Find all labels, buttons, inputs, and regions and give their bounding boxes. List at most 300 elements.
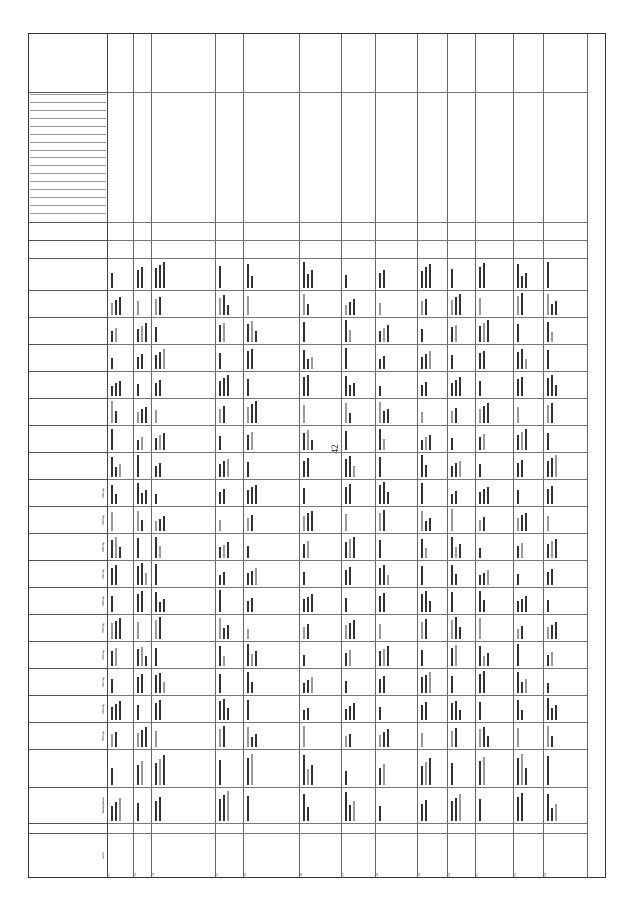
cell-text-mark bbox=[159, 436, 161, 451]
cell-text-mark bbox=[223, 489, 225, 504]
cell-text-mark bbox=[141, 326, 143, 342]
cell-text-mark bbox=[307, 360, 309, 370]
cell-text-mark bbox=[141, 564, 143, 586]
table-cell bbox=[376, 823, 417, 833]
table-cell bbox=[476, 317, 513, 344]
cell-text-mark bbox=[111, 331, 113, 343]
cell-text-mark bbox=[479, 381, 481, 396]
table-cell bbox=[514, 668, 543, 695]
table-cell bbox=[108, 452, 133, 479]
cell-text-mark bbox=[551, 375, 553, 397]
table-cell bbox=[152, 92, 215, 222]
cell-text-mark bbox=[551, 625, 553, 640]
table-cell bbox=[476, 533, 513, 560]
table-cell bbox=[544, 560, 587, 587]
cell-text-mark bbox=[155, 763, 157, 786]
table-cell bbox=[448, 479, 475, 506]
cell-text-mark bbox=[155, 494, 157, 505]
row-number-cell: 2.2 bbox=[514, 833, 543, 877]
cell-text-mark bbox=[247, 379, 249, 396]
cell-text-mark bbox=[479, 591, 481, 613]
cell-text-mark bbox=[517, 602, 519, 613]
table-row bbox=[544, 34, 588, 877]
cell-text-mark bbox=[345, 348, 347, 370]
cell-text-mark bbox=[119, 298, 121, 316]
cell-text-mark bbox=[159, 297, 161, 316]
cell-text-mark bbox=[115, 467, 117, 478]
cell-text-mark bbox=[227, 305, 229, 316]
table-cell bbox=[514, 823, 543, 833]
cell-text-mark bbox=[303, 262, 305, 288]
cell-text-mark bbox=[451, 355, 453, 369]
cell-text-mark bbox=[303, 726, 305, 748]
table-cell bbox=[418, 222, 447, 240]
cell-text-mark bbox=[483, 656, 485, 667]
cell-text-mark bbox=[451, 466, 453, 477]
cell-text-mark bbox=[479, 326, 481, 343]
table-cell bbox=[342, 258, 375, 290]
cell-text-mark bbox=[251, 571, 253, 586]
cell-text-mark bbox=[219, 646, 221, 667]
cell-text-mark bbox=[219, 674, 221, 694]
cell-text-mark bbox=[137, 483, 139, 505]
table-cell bbox=[300, 92, 341, 222]
cell-text-mark bbox=[159, 463, 161, 477]
cell-text-mark bbox=[517, 380, 519, 397]
table-row bbox=[300, 34, 342, 877]
table-cell bbox=[544, 452, 587, 479]
table-cell bbox=[342, 749, 375, 787]
cell-text-mark bbox=[455, 701, 457, 721]
table-cell bbox=[544, 749, 587, 787]
cell-text-mark bbox=[555, 804, 557, 822]
cell-text-mark bbox=[111, 359, 113, 370]
cell-text-mark bbox=[483, 434, 485, 451]
table-cell bbox=[244, 371, 299, 398]
cell-text-mark bbox=[247, 518, 249, 532]
table-cell bbox=[152, 668, 215, 695]
cell-text-mark bbox=[379, 303, 381, 315]
cell-text-mark bbox=[345, 681, 347, 694]
header-cell-year: 2023 год bbox=[29, 506, 107, 533]
cell-text-mark bbox=[159, 701, 161, 721]
table-cell bbox=[476, 290, 513, 317]
table-cell bbox=[544, 641, 587, 668]
table-cell bbox=[418, 695, 447, 722]
table-cell bbox=[418, 290, 447, 317]
table-cell bbox=[134, 722, 151, 749]
table-cell bbox=[544, 317, 587, 344]
cell-text-mark bbox=[303, 572, 305, 586]
cell-text-mark bbox=[455, 491, 457, 504]
header-cell bbox=[29, 258, 107, 290]
cell-text-mark bbox=[383, 439, 385, 450]
cell-text-mark bbox=[155, 355, 157, 370]
table-cell bbox=[418, 533, 447, 560]
cell-text-mark bbox=[451, 801, 453, 821]
table-cell bbox=[376, 787, 417, 823]
row-number-cell: 1.4 bbox=[216, 833, 243, 877]
table-cell bbox=[342, 452, 375, 479]
table-cell bbox=[448, 92, 475, 222]
cell-text-mark bbox=[421, 622, 423, 640]
cell-text-mark bbox=[119, 381, 121, 397]
table-cell bbox=[108, 371, 133, 398]
cell-text-mark bbox=[251, 488, 253, 505]
cell-text-mark bbox=[247, 264, 249, 288]
table-cell bbox=[544, 506, 587, 533]
cell-text-mark bbox=[255, 568, 257, 586]
table-cell bbox=[300, 258, 341, 290]
cell-text-mark bbox=[137, 677, 139, 693]
cell-text-mark bbox=[421, 567, 423, 586]
table-cell bbox=[244, 668, 299, 695]
cell-text-mark bbox=[425, 549, 427, 559]
cell-text-mark bbox=[251, 515, 253, 531]
cell-text-mark bbox=[223, 573, 225, 586]
table-cell bbox=[376, 371, 417, 398]
table-cell bbox=[134, 92, 151, 222]
table-cell bbox=[244, 452, 299, 479]
cell-text-mark bbox=[425, 619, 427, 639]
table-cell bbox=[418, 92, 447, 222]
table-cell bbox=[376, 425, 417, 452]
cell-text-mark bbox=[379, 768, 381, 785]
cell-text-mark bbox=[421, 440, 423, 450]
table-cell bbox=[300, 787, 341, 823]
table-cell bbox=[216, 398, 243, 425]
row-number-cell: 1.2 bbox=[134, 833, 151, 877]
cell-text-mark bbox=[159, 519, 161, 532]
table-cell bbox=[152, 222, 215, 240]
cell-text-mark bbox=[251, 276, 253, 289]
table-cell bbox=[418, 240, 447, 258]
cell-text-mark bbox=[379, 541, 381, 559]
cell-text-mark bbox=[303, 405, 305, 423]
cell-text-mark bbox=[353, 801, 355, 821]
cell-text-mark bbox=[383, 412, 385, 424]
cell-text-mark bbox=[455, 729, 457, 748]
table-cell bbox=[134, 317, 151, 344]
table-cell bbox=[152, 344, 215, 371]
cell-text-mark bbox=[141, 647, 143, 667]
cell-text-mark bbox=[551, 653, 553, 667]
cell-text-mark bbox=[517, 265, 519, 289]
header-cell bbox=[29, 398, 107, 425]
cell-text-mark bbox=[307, 430, 309, 450]
table-cell bbox=[476, 749, 513, 787]
table-cell bbox=[544, 222, 587, 240]
cell-text-mark bbox=[425, 354, 427, 369]
cell-text-mark bbox=[483, 757, 485, 786]
cell-text-mark bbox=[247, 324, 249, 343]
cell-text-mark bbox=[387, 409, 389, 424]
cell-text-mark bbox=[163, 755, 165, 786]
table-cell bbox=[514, 614, 543, 641]
cell-text-mark bbox=[159, 673, 161, 694]
table-cell bbox=[134, 344, 151, 371]
table-cell bbox=[134, 398, 151, 425]
table-cell bbox=[544, 823, 587, 833]
table-cell bbox=[448, 823, 475, 833]
cell-text-mark bbox=[429, 672, 431, 694]
cell-text-mark bbox=[517, 629, 519, 639]
cell-text-mark bbox=[483, 601, 485, 613]
cell-text-mark bbox=[219, 298, 221, 316]
table-cell bbox=[514, 749, 543, 787]
cell-text-mark bbox=[247, 758, 249, 786]
row-number-cell: 1.3 bbox=[152, 833, 215, 877]
table-cell bbox=[544, 240, 587, 258]
cell-text-mark bbox=[255, 735, 257, 748]
table-cell bbox=[108, 749, 133, 787]
table-cell bbox=[418, 614, 447, 641]
cell-text-mark bbox=[425, 382, 427, 397]
table-cell bbox=[152, 641, 215, 668]
header-cell bbox=[29, 823, 107, 833]
table-cell bbox=[376, 240, 417, 258]
cell-text-mark bbox=[517, 435, 519, 451]
cell-text-mark bbox=[223, 295, 225, 316]
table-cell bbox=[342, 371, 375, 398]
table-cell bbox=[376, 398, 417, 425]
cell-text-mark bbox=[345, 404, 347, 424]
cell-text-mark bbox=[307, 807, 309, 821]
cell-text-mark bbox=[219, 464, 221, 477]
table-cell bbox=[476, 614, 513, 641]
cell-text-mark bbox=[353, 383, 355, 397]
cell-text-mark bbox=[379, 652, 381, 667]
cell-text-mark bbox=[159, 797, 161, 821]
table-cell bbox=[476, 668, 513, 695]
cell-text-mark bbox=[137, 803, 139, 821]
cell-text-mark bbox=[383, 649, 385, 667]
cell-text-mark bbox=[479, 799, 481, 821]
cell-text-mark bbox=[115, 495, 117, 505]
table-cell bbox=[134, 371, 151, 398]
cell-text-mark bbox=[303, 755, 305, 785]
cell-text-mark bbox=[521, 754, 523, 785]
cell-text-mark bbox=[349, 706, 351, 721]
header-cell-year: 2016 год bbox=[29, 695, 107, 722]
table-cell bbox=[514, 317, 543, 344]
cell-text-mark bbox=[521, 377, 523, 397]
cell-text-mark bbox=[137, 733, 139, 748]
header-cell bbox=[29, 222, 107, 240]
cell-text-mark bbox=[345, 653, 347, 666]
cell-text-mark bbox=[227, 459, 229, 478]
table-cell bbox=[418, 641, 447, 668]
table-cell bbox=[376, 614, 417, 641]
table-cell bbox=[216, 92, 243, 222]
table-cell bbox=[418, 258, 447, 290]
cell-text-mark bbox=[247, 352, 249, 370]
table-cell bbox=[376, 479, 417, 506]
cell-text-mark bbox=[451, 300, 453, 316]
header-cell-indicators bbox=[29, 92, 107, 222]
cell-text-mark bbox=[455, 380, 457, 396]
table-cell bbox=[376, 560, 417, 587]
table-cell bbox=[476, 587, 513, 614]
cell-text-mark bbox=[353, 703, 355, 720]
table-cell bbox=[448, 533, 475, 560]
table-cell bbox=[342, 425, 375, 452]
table-cell bbox=[544, 695, 587, 722]
cell-text-mark bbox=[451, 763, 453, 785]
cell-text-mark bbox=[345, 487, 347, 505]
table-cell bbox=[244, 722, 299, 749]
table-cell bbox=[376, 695, 417, 722]
cell-text-mark bbox=[479, 465, 481, 478]
cell-text-mark bbox=[451, 411, 453, 424]
table-cell bbox=[152, 587, 215, 614]
table-cell bbox=[476, 222, 513, 240]
cell-text-mark bbox=[429, 264, 431, 288]
cell-text-mark bbox=[425, 521, 427, 532]
cell-text-mark bbox=[547, 489, 549, 505]
cell-text-mark bbox=[451, 731, 453, 747]
cell-text-mark bbox=[163, 433, 165, 451]
table-cell bbox=[300, 641, 341, 668]
cell-text-mark bbox=[517, 546, 519, 559]
cell-text-mark bbox=[159, 265, 161, 288]
row-number-cell: 1.6 bbox=[300, 833, 341, 877]
cell-text-mark bbox=[349, 805, 351, 822]
cell-text-mark bbox=[159, 352, 161, 369]
table-cell bbox=[108, 398, 133, 425]
cell-text-mark bbox=[111, 679, 113, 694]
table-cell bbox=[418, 479, 447, 506]
table-cell bbox=[134, 695, 151, 722]
table-cell bbox=[300, 425, 341, 452]
cell-text-mark bbox=[307, 708, 309, 721]
cell-text-mark bbox=[425, 800, 427, 821]
table-cell bbox=[476, 92, 513, 222]
table-cell bbox=[300, 290, 341, 317]
cell-text-mark bbox=[429, 601, 431, 612]
table-cell bbox=[544, 425, 587, 452]
header-cell bbox=[29, 290, 107, 317]
cell-text-mark bbox=[487, 737, 489, 748]
table-cell bbox=[216, 290, 243, 317]
cell-text-mark bbox=[219, 353, 221, 369]
cell-text-mark bbox=[547, 406, 549, 424]
cell-text-mark bbox=[163, 599, 165, 612]
header-cell bbox=[29, 240, 107, 258]
cell-text-mark bbox=[137, 705, 139, 721]
table-cell bbox=[134, 823, 151, 833]
cell-text-mark bbox=[155, 676, 157, 694]
cell-text-mark bbox=[141, 437, 143, 450]
table-cell bbox=[108, 290, 133, 317]
cell-text-mark bbox=[451, 494, 453, 505]
cell-text-mark bbox=[251, 599, 253, 613]
cell-text-mark bbox=[455, 645, 457, 666]
cell-text-mark bbox=[311, 765, 313, 785]
cell-text-mark bbox=[137, 511, 139, 532]
table-cell bbox=[244, 695, 299, 722]
cell-text-mark bbox=[111, 429, 113, 450]
cell-text-mark bbox=[345, 626, 347, 640]
cell-text-mark bbox=[379, 273, 381, 289]
table-cell bbox=[216, 425, 243, 452]
cell-text-mark bbox=[145, 324, 147, 343]
cell-text-mark bbox=[521, 516, 523, 532]
table-cell bbox=[448, 290, 475, 317]
cell-text-mark bbox=[345, 431, 347, 450]
header-cell-name: Наименование bbox=[29, 787, 107, 823]
table-cell bbox=[300, 398, 341, 425]
table-cell bbox=[152, 533, 215, 560]
cell-text-mark bbox=[517, 491, 519, 505]
table-cell bbox=[342, 587, 375, 614]
cell-text-mark bbox=[349, 330, 351, 343]
cell-text-mark bbox=[219, 381, 221, 397]
table-cell bbox=[376, 290, 417, 317]
header-cell-number: № п/п bbox=[29, 833, 107, 877]
header-cell-year: 2018 год bbox=[29, 641, 107, 668]
cell-text-mark bbox=[379, 568, 381, 585]
cell-text-mark bbox=[525, 596, 527, 613]
cell-text-mark bbox=[247, 672, 249, 694]
cell-text-mark bbox=[517, 407, 519, 423]
table-row bbox=[108, 34, 134, 877]
table-cell bbox=[376, 533, 417, 560]
cell-text-mark bbox=[383, 270, 385, 289]
table-cell bbox=[514, 533, 543, 560]
cell-text-mark bbox=[227, 376, 229, 397]
header-cell bbox=[29, 425, 107, 452]
cell-text-mark bbox=[345, 320, 347, 342]
table-cell bbox=[152, 722, 215, 749]
cell-text-mark bbox=[479, 702, 481, 721]
table-cell bbox=[300, 587, 341, 614]
cell-text-mark bbox=[383, 593, 385, 612]
cell-text-mark bbox=[219, 760, 221, 785]
cell-text-mark bbox=[459, 794, 461, 822]
cell-text-mark bbox=[307, 769, 309, 785]
cell-text-mark bbox=[145, 490, 147, 505]
cell-text-mark bbox=[155, 300, 157, 316]
header-cell-year: 2021 год bbox=[29, 560, 107, 587]
cell-text-mark bbox=[223, 545, 225, 559]
cell-text-mark bbox=[479, 576, 481, 586]
table-cell bbox=[448, 425, 475, 452]
cell-text-mark bbox=[345, 792, 347, 822]
cell-text-mark bbox=[521, 599, 523, 613]
cell-text-mark bbox=[547, 350, 549, 370]
cell-text-mark bbox=[137, 412, 139, 423]
cell-text-mark bbox=[223, 378, 225, 396]
cell-text-mark bbox=[155, 620, 157, 640]
cell-text-mark bbox=[387, 729, 389, 747]
table-cell bbox=[108, 614, 133, 641]
cell-text-mark bbox=[163, 350, 165, 370]
cell-text-mark bbox=[421, 594, 423, 612]
cell-text-mark bbox=[223, 795, 225, 822]
cell-text-mark bbox=[141, 591, 143, 612]
cell-text-mark bbox=[119, 547, 121, 558]
table-cell bbox=[418, 668, 447, 695]
cell-text-mark bbox=[311, 357, 313, 370]
table-cell bbox=[514, 258, 543, 290]
cell-text-mark bbox=[303, 516, 305, 531]
table-cell bbox=[152, 317, 215, 344]
cell-text-mark bbox=[137, 329, 139, 343]
cell-text-mark bbox=[379, 624, 381, 640]
table-cell bbox=[448, 222, 475, 240]
cell-text-mark bbox=[155, 411, 157, 424]
